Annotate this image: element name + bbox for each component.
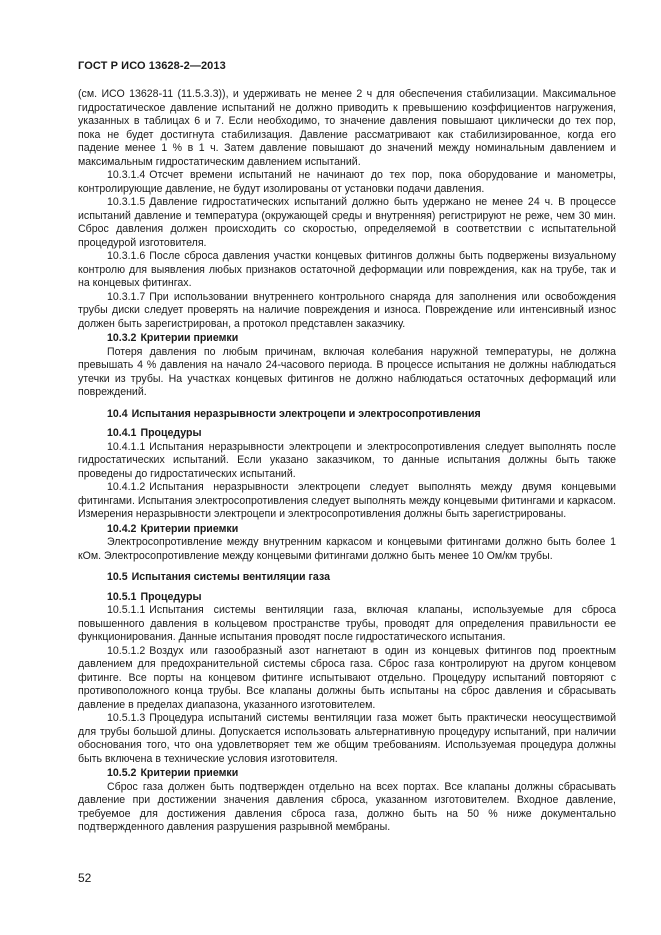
clause-10-3-1-6: 10.3.1.6 После сброса давления участки концевых фитингов должны быть подвержены визуальному контролю для выявления любых признаков остаточной деформации или повреждения, как на трубе, так и на концевых фитингах. (78, 250, 616, 289)
clause-10-3-1-5: 10.3.1.5 Давление гидростатических испытаний должно быть удержано не менее 24 ч. В процессе испытаний давление и температура (окружающей среды и внутренняя) регистрируют не реже, чем 30 мин. Сброс давления должен происходить со скоростью, определяемой в соответствии с испытательной процедурой изготовителя. (78, 196, 616, 249)
heading-10-4-2: 10.4.2 Критерии приемки (107, 522, 239, 535)
paragraph-acceptance-electric: Электросопротивление между внутренним каркасом и концевыми фитингами должно быть более 1 кОм. Электросопротивление между концевыми фитингами должно быть менее 10 Ом/км трубы. (78, 536, 616, 562)
clause-10-5-1-2: 10.5.1.2 Воздух или газообразный азот нагнетают в один из концевых фитингов под проектным давлением для предохранительной системы сброса газа. Сброс газа контролируют на другом концевом фитинге. Все порты на концевом фитинге испытывают отдельно. Процедуру испытаний повторяют с противоположного конца трубы. Все клапаны должны быть испытаны на сброс давления и сбрасывать давление в пределах диапазона, указанного изготовителем. (78, 644, 616, 711)
document-body (78, 88, 616, 835)
paragraph-acceptance-hydro: Потеря давления по любым причинам, включая колебания наружной температуры, не должна превышать 4 % давления на начало 24-часового периода. В процессе испытания не должны наблюдаться утечки из трубы. На участках концевых фитингов не должно наблюдаться остаточных деформаций или повреждений. (78, 345, 616, 398)
document-header: ГОСТ Р ИСО 13628-2—2013 (78, 60, 226, 72)
heading-10-5: 10.5 Испытания системы вентиляции газа (107, 571, 330, 583)
clause-10-3-1-7: 10.3.1.7 При использовании внутреннего контрольного снаряда для заполнения или освобождения трубы диски следует проверять на наличие повреждения и износа. Повреждение или интенсивный износ должен быть зарегистрирован, а протокол представлен заказчику. (78, 290, 616, 330)
clause-10-5-1-3: 10.5.1.3 Процедура испытаний системы вентиляции газа может быть практически неосуществимой для трубы большой длины. Допускается использовать альтернативную процедуру испытаний, при наличии обоснования того, что она удовлетворяет тем же общим требованиям. Используемая процедура должны быть включена в технические условия изготовителя. (78, 712, 616, 765)
clause-10-3-1-4: 10.3.1.4 Отсчет времени испытаний не начинают до тех пор, пока оборудование и манометры, контролирующие давление, не будут изолированы от установки подачи давления. (78, 169, 616, 195)
page-number: 52 (78, 871, 92, 885)
heading-10-4-1: 10.4.1 Процедуры (107, 427, 202, 439)
clause-10-4-1-1: 10.4.1.1 Испытания неразрывности электроцепи и электросопротивления следует выполнять после гидростатических испытаний. Если указано заказчиком, то данные испытания должны быть также проведены до гидростатических испытаний. (78, 440, 616, 480)
heading-10-3-2: 10.3.2 Критерии приемки (107, 332, 239, 344)
heading-10-5-1: 10.5.1 Процедуры (107, 590, 202, 603)
heading-10-4: 10.4 Испытания неразрывности электроцепи и электросопротивления (107, 407, 481, 420)
clause-10-5-1-1: 10.5.1.1 Испытания системы вентиляции газа, включая клапаны, используемые для сброса повышенного давления в кольцевом пространстве трубы, проводят для определения правильности ее функционирования. Данные испытания проводят после гидростатического испытания. (78, 604, 616, 643)
paragraph-continuation: (см. ИСО 13628-11 (11.5.3.3)), и удерживать не менее 2 ч для обеспечения стабилизации. Максимальное гидростатическое давление испытаний не должно приводить к превышению коэффициентов нагружения, указанных в таблицах 6 и 7. Если необходимо, то значение давления повышают циклически до тех пор, пока не будет достигнута стабилизация. Давление рассматривают как стабилизированное, когда его падение менее 1 % в 1 ч. Затем давление повышают до значений между номинальным давлением и максимальным гидростатическим давлением испытаний. (78, 88, 616, 168)
heading-10-5-2: 10.5.2 Критерии приемки (107, 767, 239, 779)
paragraph-acceptance-gas: Сброс газа должен быть подтвержден отдельно на всех портах. Все клапаны должны сбрасывать давление при достижении значения давления сброса, указанном изготовителем. Входное давление, требуемое для достижения давления сброса газа, должно быть на 50 % ниже документально подтвержденного давления разрушения разрывной мембраны. (78, 780, 616, 833)
clause-10-4-1-2: 10.4.1.2 Испытания неразрывности электроцепи следует выполнять между двумя концевыми фитингами. Испытания электросопротивления следует выполнять между концевыми фитингами и каркасом. Измерения неразрывности электроцепи и электросопротивления должны быть зарегистрированы. (78, 481, 616, 520)
